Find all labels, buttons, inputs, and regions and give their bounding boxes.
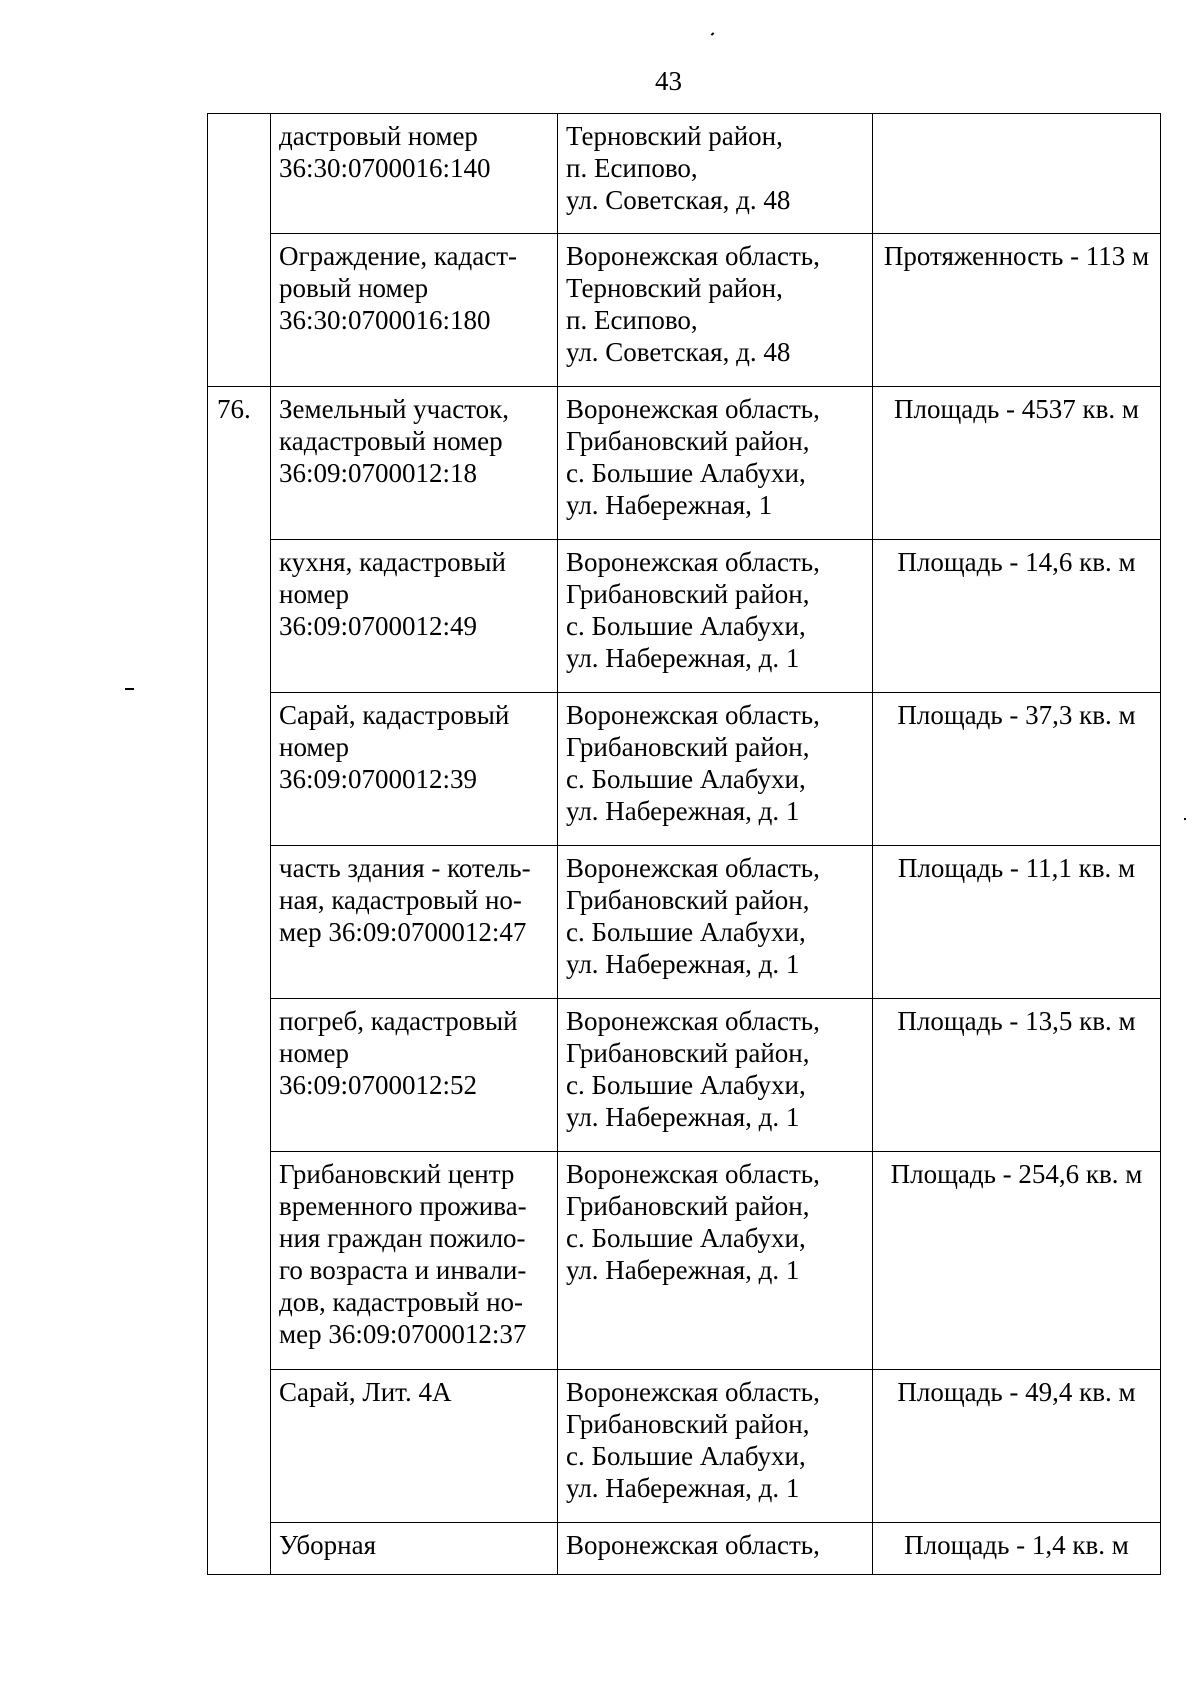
object-area: Площадь - 11,1 кв. м — [897, 853, 1136, 883]
row-number-cell — [208, 1370, 271, 1523]
object-address: Воронежская область, Грибановский район, с. Большие Алабухи, ул. Набережная, д. 1 — [566, 547, 820, 673]
row-number-cell — [208, 234, 271, 387]
row-number-cell — [208, 693, 271, 846]
table-row — [208, 999, 1161, 1152]
object-address: Воронежская область, Терновский район, п. Есипово, ул. Советская, д. 48 — [566, 241, 820, 367]
area-cell — [873, 114, 1161, 234]
object-area: Площадь - 1,4 кв. м — [904, 1530, 1129, 1560]
row-number-cell — [208, 540, 271, 693]
property-table — [207, 113, 1161, 1575]
object-description: дастровый номер 36:30:0700016:140 — [279, 121, 491, 183]
row-number-cell — [208, 387, 271, 540]
address-cell — [558, 1370, 873, 1523]
object-address: Терновский район, п. Есипово, ул. Советская, д. 48 — [566, 121, 791, 215]
row-number-cell — [208, 999, 271, 1152]
object-address: Воронежская область, Грибановский район, с. Большие Алабухи, ул. Набережная, д. 1 — [566, 1006, 820, 1132]
object-cell — [271, 1370, 558, 1523]
object-area: Площадь - 4537 кв. м — [894, 394, 1139, 424]
object-area: Площадь - 14,6 кв. м — [897, 547, 1136, 577]
object-cell — [271, 846, 558, 999]
area-cell — [873, 540, 1161, 693]
object-description: Сарай, кадастровый номер 36:09:0700012:39 — [279, 700, 510, 794]
area-cell — [873, 693, 1161, 846]
page-number: 43 — [655, 66, 682, 96]
table-row — [208, 114, 1161, 234]
address-cell — [558, 114, 873, 234]
address-cell — [558, 234, 873, 387]
address-cell — [558, 1523, 873, 1575]
object-area: Протяженность - 113 м — [883, 241, 1150, 271]
table-row — [208, 1370, 1161, 1523]
table-row — [208, 1523, 1161, 1575]
object-description: Ограждение, кадаст- ровый номер 36:30:0700016:180 — [279, 241, 518, 335]
object-cell — [271, 114, 558, 234]
row-number: 76. — [217, 394, 251, 424]
address-cell — [558, 540, 873, 693]
area-cell — [873, 1370, 1161, 1523]
address-cell — [558, 846, 873, 999]
row-number-cell — [208, 1523, 271, 1575]
scan-speck — [1184, 818, 1186, 820]
object-address: Воронежская область, Грибановский район, с. Большие Алабухи, ул. Набережная, 1 — [566, 394, 820, 520]
object-cell — [271, 1152, 558, 1370]
object-description: погреб, кадастровый номер 36:09:0700012:52 — [279, 1006, 518, 1100]
object-area: Площадь - 37,3 кв. м — [897, 700, 1136, 730]
table-row — [208, 846, 1161, 999]
row-number-cell — [208, 1152, 271, 1370]
area-cell — [873, 999, 1161, 1152]
object-description: Земельный участок, кадастровый номер 36:09:0700012:18 — [279, 394, 510, 488]
address-cell — [558, 387, 873, 540]
table-row — [208, 387, 1161, 540]
scan-speck — [125, 688, 134, 690]
area-cell — [873, 846, 1161, 999]
address-cell — [558, 999, 873, 1152]
object-address: Воронежская область, Грибановский район, с. Большие Алабухи, ул. Набережная, д. 1 — [566, 1377, 820, 1503]
address-cell — [558, 1152, 873, 1370]
table-row — [208, 693, 1161, 846]
object-area: Площадь - 254,6 кв. м — [890, 1159, 1143, 1189]
object-description: Грибановский центр временного прожива- ния граждан пожило- го возраста и инвали- дов, кадастровый но- мер 36:09:0700012:37 — [279, 1159, 527, 1349]
object-cell — [271, 234, 558, 387]
object-cell — [271, 387, 558, 540]
object-cell — [271, 1523, 558, 1575]
table-row — [208, 234, 1161, 387]
area-cell — [873, 1152, 1161, 1370]
area-cell — [873, 387, 1161, 540]
object-description: Сарай, Лит. 4А — [279, 1377, 452, 1407]
object-description: кухня, кадастровый номер 36:09:0700012:49 — [279, 547, 506, 641]
row-number-cell — [208, 846, 271, 999]
address-cell — [558, 693, 873, 846]
object-description: Уборная — [279, 1530, 377, 1560]
area-cell — [873, 1523, 1161, 1575]
object-area: Площадь - 13,5 кв. м — [897, 1006, 1136, 1036]
object-description: часть здания - котель- ная, кадастровый но- мер 36:09:0700012:47 — [279, 853, 531, 947]
object-cell — [271, 999, 558, 1152]
object-cell — [271, 693, 558, 846]
table-row — [208, 1152, 1161, 1370]
object-address: Воронежская область, Грибановский район, с. Большие Алабухи, ул. Набережная, д. 1 — [566, 1159, 820, 1285]
object-address: Воронежская область, — [566, 1530, 820, 1560]
object-address: Воронежская область, Грибановский район, с. Большие Алабухи, ул. Набережная, д. 1 — [566, 700, 820, 826]
object-area: Площадь - 49,4 кв. м — [897, 1377, 1136, 1407]
table-row — [208, 540, 1161, 693]
object-address: Воронежская область, Грибановский район, с. Большие Алабухи, ул. Набережная, д. 1 — [566, 853, 820, 979]
area-cell — [873, 234, 1161, 387]
row-number-cell — [208, 114, 271, 234]
object-cell — [271, 540, 558, 693]
scan-speck — [711, 32, 715, 35]
